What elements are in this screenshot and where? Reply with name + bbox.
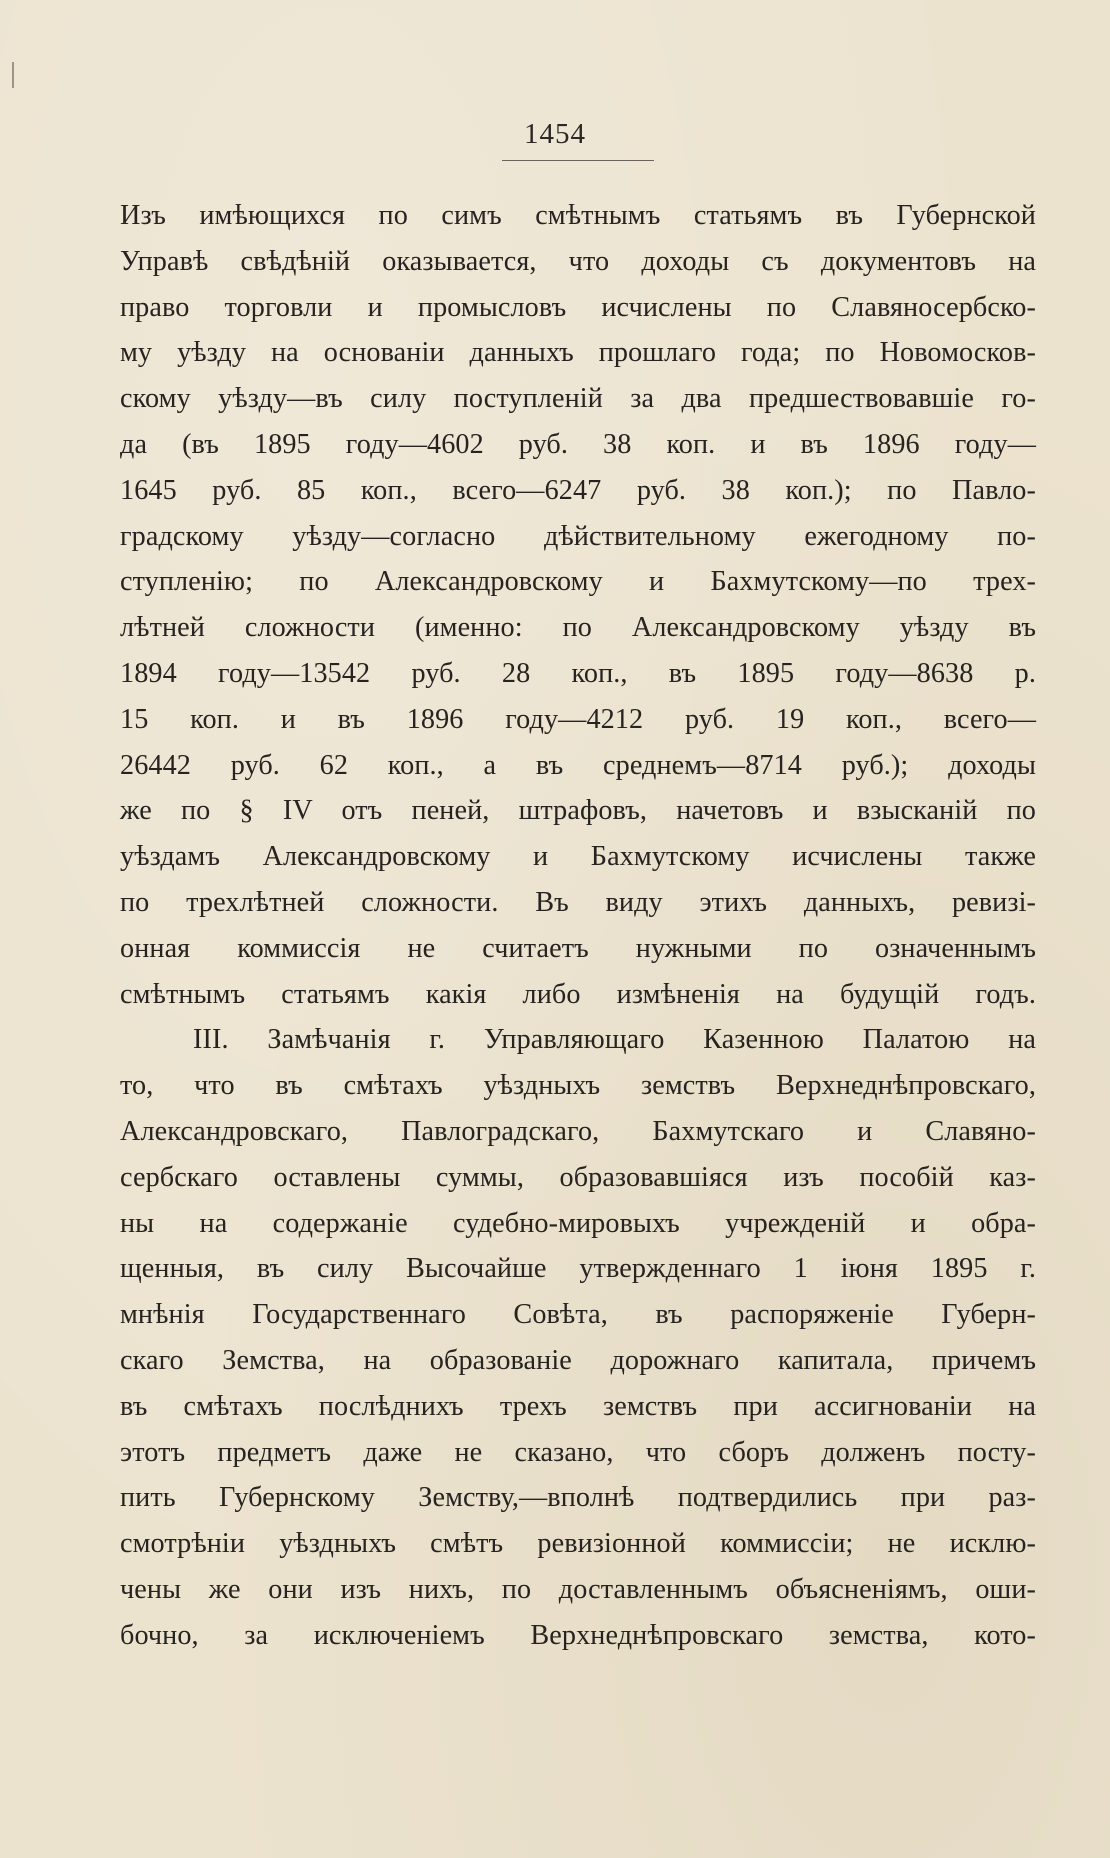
text-line: Управѣ свѣдѣній оказывается, что доходы съ документовъ на: [120, 245, 1036, 277]
page-number: 1454: [524, 118, 586, 150]
text-line: сербскаго оставлены суммы, образовавшіяся изъ пособій каз-: [120, 1161, 1036, 1193]
text-line: 15 коп. и въ 1896 году—4212 руб. 19 коп., всего—: [120, 703, 1036, 735]
text-line: 1645 руб. 85 коп., всего—6247 руб. 38 коп.); по Павло-: [120, 474, 1036, 506]
body-text: [120, 193, 1036, 1659]
text-line: да (въ 1895 году—4602 руб. 38 коп. и въ 1896 году—: [120, 428, 1036, 460]
text-line: бочно, за исключеніемъ Верхнеднѣпровскаго земства, кото-: [120, 1619, 1036, 1651]
text-line: 26442 руб. 62 коп., а въ среднемъ—8714 руб.); доходы: [120, 749, 1036, 781]
text-line: му уѣзду на основаніи данныхъ прошлаго года; по Новомосков-: [120, 337, 1036, 369]
text-line: онная коммиссія не считаетъ нужными по означеннымъ: [120, 932, 1036, 964]
margin-mark: [12, 62, 14, 88]
text-line: скаго Земства, на образованіе дорожнаго капитала, причемъ: [120, 1344, 1036, 1376]
text-line: лѣтней сложности (именно: по Александровскому уѣзду въ: [120, 612, 1036, 644]
text-line: щенныя, въ силу Высочайше утвержденнаго 1 іюня 1895 г.: [120, 1253, 1036, 1285]
text-line: ступленію; по Александровскому и Бахмутскому—по трех-: [120, 566, 1036, 598]
page-number-rule: [502, 160, 654, 161]
text-line: смѣтнымъ статьямъ какія либо измѣненія на будущій годъ.: [120, 978, 1036, 1010]
text-line: по трехлѣтней сложности. Въ виду этихъ данныхъ, ревизі-: [120, 886, 1036, 918]
text-line: право торговли и промысловъ исчислены по Славяносербско-: [120, 291, 1036, 323]
text-line: же по § IV отъ пеней, штрафовъ, начетовъ и взысканій по: [120, 795, 1036, 827]
text-line: уѣздамъ Александровскому и Бахмутскому исчислены также: [120, 841, 1036, 873]
text-line: въ смѣтахъ послѣднихъ трехъ земствъ при ассигнованіи на: [120, 1390, 1036, 1422]
text-line: чены же они изъ нихъ, по доставленнымъ объясненіямъ, оши-: [120, 1573, 1036, 1605]
text-line: Александровскаго, Павлоградскаго, Бахмутскаго и Славяно-: [120, 1115, 1036, 1147]
text-line: скому уѣзду—въ силу поступленій за два предшествовавшіе го-: [120, 383, 1036, 415]
text-line: 1894 году—13542 руб. 28 коп., въ 1895 году—8638 р.: [120, 657, 1036, 689]
text-line: ны на содержаніе судебно-мировыхъ учрежденій и обра-: [120, 1207, 1036, 1239]
text-line: смотрѣніи уѣздныхъ смѣтъ ревизіонной коммиссіи; не исклю-: [120, 1528, 1036, 1560]
text-line: этотъ предметъ даже не сказано, что сборъ долженъ посту-: [120, 1436, 1036, 1468]
text-line: градскому уѣзду—согласно дѣйствительному ежегодному по-: [120, 520, 1036, 552]
text-line-paragraph-start: III. Замѣчанія г. Управляющаго Казенною Палатою на: [193, 1024, 1036, 1056]
text-line: то, что въ смѣтахъ уѣздныхъ земствъ Верхнеднѣпровскаго,: [120, 1070, 1036, 1102]
text-line: мнѣнія Государственнаго Совѣта, въ распоряженіе Губерн-: [120, 1299, 1036, 1331]
text-line: Изъ имѣющихся по симъ смѣтнымъ статьямъ въ Губернской: [120, 200, 1036, 231]
text-line: пить Губернскому Земству,—вполнѣ подтвердились при раз-: [120, 1482, 1036, 1514]
